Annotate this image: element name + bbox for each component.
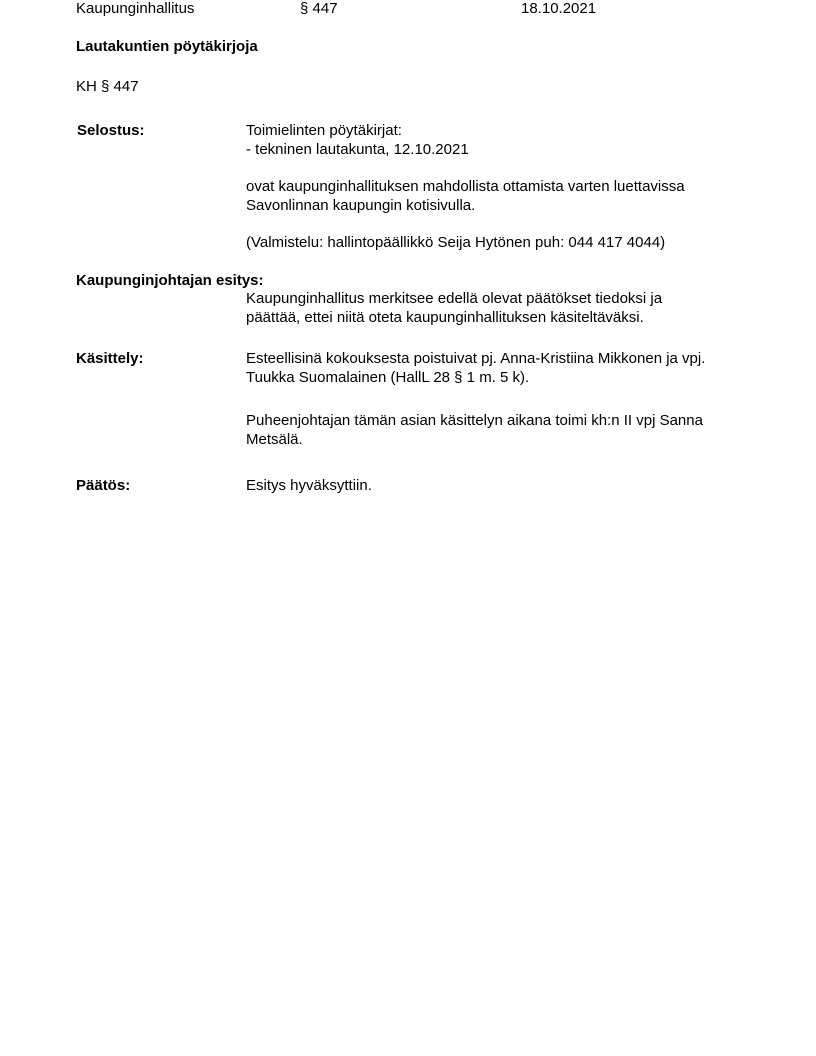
text-line: - tekninen lautakunta, 12.10.2021 bbox=[246, 140, 469, 158]
text-line: Kaupunginhallitus merkitsee edellä olevat päätökset tiedoksi ja bbox=[246, 290, 663, 307]
text-line: (Valmistelu: hallintopäällikkö Seija Hytönen puh: 044 417 4044) bbox=[246, 234, 666, 251]
text-line: Esteellisinä kokouksesta poistuivat pj. Anna-Kristiina Mikkonen ja vpj. bbox=[246, 350, 706, 367]
selostus-paragraph-2 bbox=[246, 178, 685, 215]
kasittely-paragraph-1 bbox=[246, 350, 705, 387]
text-line: Savonlinnan kaupungin kotisivulla. bbox=[246, 196, 476, 214]
kasittely-paragraph-2 bbox=[246, 412, 703, 449]
text-line: Puheenjohtajan tämän asian käsittelyn aikana toimi kh:n II vpj Sanna bbox=[246, 412, 703, 429]
text-line: Toimielinten pöytäkirjat: bbox=[246, 122, 402, 139]
selostus-paragraph-3 bbox=[246, 234, 665, 253]
kasittely-label: Käsittely: bbox=[76, 350, 144, 367]
paatos-text: Esitys hyväksyttiin. bbox=[246, 477, 372, 494]
selostus-paragraph-1 bbox=[246, 122, 469, 159]
header-section-number: § 447 bbox=[300, 0, 338, 17]
text-line: ovat kaupunginhallituksen mahdollista ottamista varten luettavissa bbox=[246, 178, 685, 195]
header-date: 18.10.2021 bbox=[521, 0, 597, 17]
paatos-label: Päätös: bbox=[76, 477, 131, 494]
section-reference: KH § 447 bbox=[76, 78, 139, 95]
selostus-label: Selostus: bbox=[77, 122, 145, 139]
esitys-label: Kaupunginjohtajan esitys: bbox=[76, 272, 264, 289]
text-line: Tuukka Suomalainen (HallL 28 § 1 m. 5 k). bbox=[246, 368, 530, 386]
esitys-paragraph bbox=[246, 290, 662, 327]
text-line: päättää, ettei niitä oteta kaupunginhallituksen käsiteltäväksi. bbox=[246, 308, 644, 326]
document-title: Lautakuntien pöytäkirjoja bbox=[76, 38, 258, 55]
text-line: Metsälä. bbox=[246, 430, 303, 448]
header-organ: Kaupunginhallitus bbox=[76, 0, 195, 17]
